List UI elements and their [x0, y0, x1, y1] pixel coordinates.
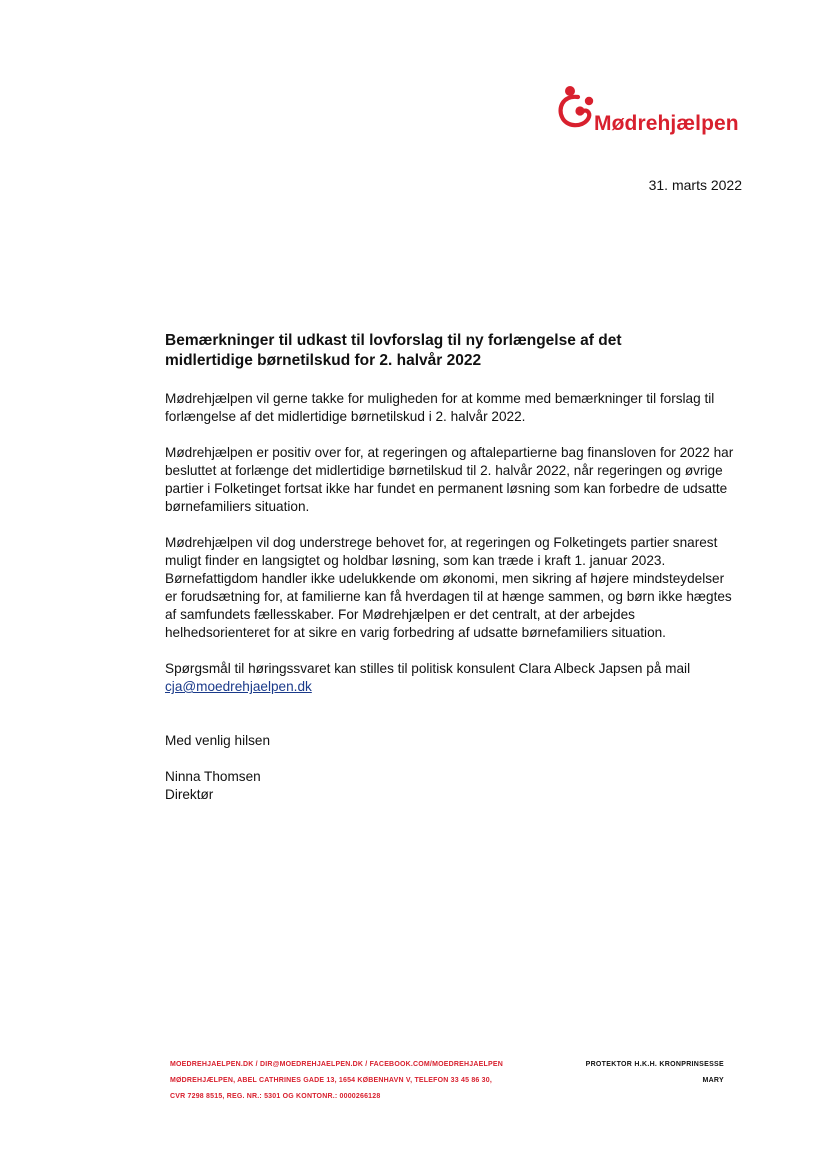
- text-line: forlængelse af det midlertidige børnetilskud i 2. halvår 2022.: [165, 409, 526, 424]
- letter-date: 31. marts 2022: [648, 177, 742, 193]
- footer-patron: [586, 1057, 724, 1089]
- text-line: er forudsætning for, at familierne kan få hverdagen til at hænge sammen, og børn ikke hægtes: [165, 589, 732, 604]
- text-line: børnefamiliers situation.: [165, 499, 310, 514]
- footer-line: CVR 7298 8515, REG. NR.: 5301 OG KONTONR.: 0000266128: [170, 1093, 381, 1100]
- text-line: Børnefattigdom handler ikke udelukkende om økonomi, men sikring af højere mindsteydelser: [165, 571, 725, 586]
- text-line: Mødrehjælpen vil dog understrege behovet for, at regeringen og Folketingets partier snarest: [165, 535, 718, 550]
- closing-greeting: Med venlig hilsen: [165, 733, 271, 748]
- brand-logo: [556, 84, 746, 136]
- paragraph-contact: [165, 660, 745, 696]
- text-line: muligt finder en langsigtet og holdbar løsning, som kan træde i kraft 1. januar 2023.: [165, 553, 666, 568]
- footer-line: MOEDREHJAELPEN.DK / DIR@MOEDREHJAELPEN.DK / FACEBOOK.COM/MOEDREHJAELPEN: [170, 1061, 503, 1068]
- title-line: midlertidige børnetilskud for 2. halvår 2022: [165, 352, 482, 369]
- footer-line: PROTEKTOR H.K.H. KRONPRINSESSE: [585, 1061, 724, 1068]
- footer-contact-info: [170, 1057, 503, 1105]
- contact-text: Spørgsmål til høringssvaret kan stilles til politisk konsulent Clara Albeck Japsen på mail: [165, 661, 691, 676]
- paragraph-thanks: [165, 390, 745, 426]
- letter-title: [165, 331, 745, 371]
- signature-block: [165, 768, 745, 804]
- signer-name: Ninna Thomsen: [165, 769, 261, 784]
- text-line: helhedsorienteret for at sikre en varig forbedring af udsatte børnefamiliers situation.: [165, 625, 666, 640]
- text-line: af samfundets fællesskaber. For Mødrehjælpen er det centralt, at der arbejdes: [165, 607, 635, 622]
- email-link[interactable]: cja@moedrehjaelpen.dk: [165, 679, 312, 694]
- text-line: partier i Folketinget fortsat ikke har fundet en permanent løsning som kan forbedre de udsatte: [165, 481, 728, 496]
- title-line: Bemærkninger til udkast til lovforslag til ny forlængelse af det: [165, 332, 622, 349]
- footer-line: MØDREHJÆLPEN, ABEL CATHRINES GADE 13, 1654 KØBENHAVN V, TELEFON 33 45 86 30,: [170, 1077, 492, 1084]
- text-line: Mødrehjælpen er positiv over for, at regeringen og aftalepartierne bag finansloven for 2022 har: [165, 445, 734, 460]
- text-line: Mødrehjælpen vil gerne takke for muligheden for at komme med bemærkninger til forslag til: [165, 391, 715, 406]
- brand-name: Mødrehjælpen: [594, 112, 739, 135]
- text-line: besluttet at forlænge det midlertidige børnetilskud til 2. halvår 2022, når regeringen og øvrige: [165, 463, 723, 478]
- paragraph-position: [165, 444, 745, 516]
- paragraph-emphasis: [165, 534, 745, 642]
- footer-line: MARY: [702, 1077, 724, 1084]
- letter-body: [165, 331, 745, 804]
- mother-child-logo-icon: [556, 84, 596, 132]
- signer-role: Direktør: [165, 787, 214, 802]
